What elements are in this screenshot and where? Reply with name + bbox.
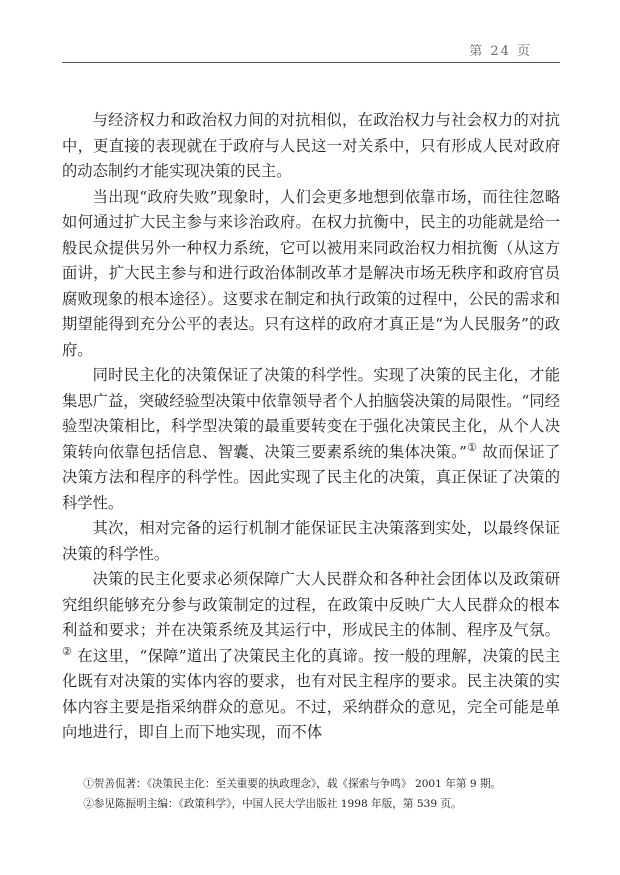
paragraph bbox=[62, 363, 560, 516]
footnote: ①贺善侃著：《决策民主化：至关重要的执政理念》，载《探索与争鸣》 2001 年第 9 期。 bbox=[83, 778, 502, 790]
footnote-ref: ② bbox=[62, 644, 73, 658]
page-header bbox=[62, 38, 560, 63]
page-number: 第 24 页 bbox=[469, 44, 532, 59]
footnotes bbox=[62, 774, 560, 814]
footnote-ref: ① bbox=[466, 440, 478, 454]
paragraph-text: 故而保证了决策方法和程序的科学性。因此实现了民主化的决策，真正保证了决策的科学性。 bbox=[62, 442, 560, 512]
paragraph-text: 其次，相对完备的运行机制才能保证民主决策落到实处，以最终保证决策的科学性。 bbox=[62, 519, 560, 563]
paragraph-text: 在这里，“保障”道出了决策民主化的真谛。按一般的理解，决策的民主化既有对决策的实体内容的要求，也有对民主程序的要求。民主决策的实体内容主要是指采纳群众的意见。不过，采纳群众的意见，完全可能是单向地进行，即自上而下地实现，而不体 bbox=[62, 646, 560, 741]
paragraph-text: 决策的民主化要求必须保障广大人民群众和各种社会团体以及政策研究组织能够充分参与政策制定的过程，在政策中反映广大人民群众的根本利益和要求；并在决策系统及其运行中，形成民主的体制、程序及气氛。 bbox=[62, 570, 560, 639]
paragraph-text: 同时民主化的决策保证了决策的科学性。实现了决策的民主化，才能集思广益，突破经验型决策中依靠领导者个人拍脑袋决策的局限性。“同经验型决策相比，科学型决策的最重要转变在于强化决策民主化，从个人决策转向依靠包括信息、智囊、决策三要素系统的集体决策。” bbox=[62, 366, 560, 461]
paragraph bbox=[62, 185, 560, 364]
paragraph bbox=[62, 567, 560, 746]
paragraph-text: 当出现“政府失败”现象时，人们会更多地想到依靠市场，而往往忽略如何通过扩大民主参与来诊治政府。在权力抗衡中，民主的功能就是给一般民众提供另外一种权力系统，它可以被用来同政治权力相抗衡（从这方面讲，扩大民主参与和进行政治体制改革才是解决市场无秩序和政府官员腐败现象的根本途径）。这要求在制定和执行政策的过程中，公民的需求和期望能得到充分公平的表达。只有这样的政府才真正是“为人民服务”的政府。 bbox=[62, 187, 560, 359]
body-text bbox=[62, 108, 560, 746]
paragraph bbox=[62, 108, 560, 185]
paragraph-text: 与经济权力和政治权力间的对抗相似，在政治权力与社会权力的对抗中，更直接的表现就在于政府与人民这一对关系中，只有形成人民对政府的动态制约才能实现决策的民主。 bbox=[62, 111, 560, 180]
paragraph bbox=[62, 516, 560, 567]
footnote: ②参见陈振明主编：《政策科学》，中国人民大学出版社 1998 年版，第 539 页。 bbox=[83, 798, 462, 810]
